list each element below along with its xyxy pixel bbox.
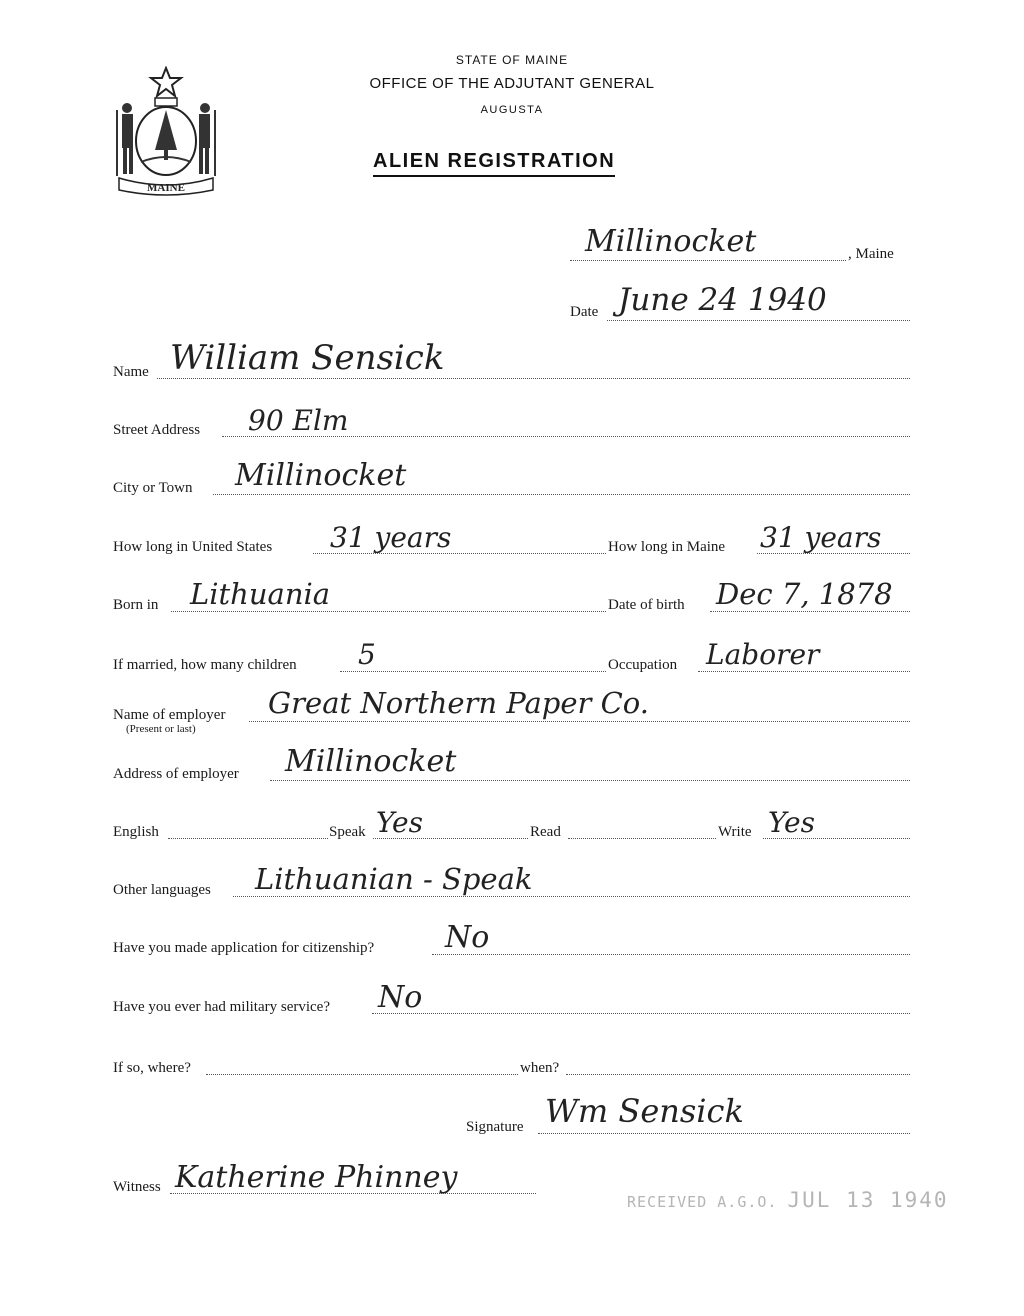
citizenship-label: Have you made application for citizenship? — [113, 940, 375, 956]
write-label: Write — [718, 824, 752, 840]
name-label: Name — [113, 364, 149, 380]
town-value[interactable]: Millinocket — [585, 224, 757, 259]
occupation-value[interactable]: Laborer — [706, 638, 820, 671]
english-line — [168, 838, 328, 839]
other-languages-line — [233, 896, 910, 897]
dob-line — [710, 611, 910, 612]
occupation-line — [698, 671, 910, 672]
employer-line — [249, 721, 910, 722]
employer-label: Name of employer — [113, 707, 226, 723]
speak-value[interactable]: Yes — [376, 806, 423, 839]
town-line — [570, 260, 846, 261]
date-line — [607, 320, 910, 321]
speak-label: Speak — [329, 824, 366, 840]
born-in-value[interactable]: Lithuania — [190, 577, 331, 611]
us-years-label: How long in United States — [113, 539, 273, 555]
military-value[interactable]: No — [378, 980, 423, 1015]
citizenship-value[interactable]: No — [445, 920, 490, 955]
where-label: If so, where? — [113, 1060, 191, 1076]
signature-value[interactable]: Wm Sensick — [545, 1092, 744, 1130]
born-in-line — [171, 611, 606, 612]
received-stamp-date: JUL 13 1940 — [787, 1188, 949, 1212]
date-value[interactable]: June 24 1940 — [618, 282, 827, 318]
children-line — [340, 671, 606, 672]
city-label: City or Town — [113, 480, 193, 496]
maine-years-label: How long in Maine — [608, 539, 726, 555]
office-heading: OFFICE OF THE ADJUTANT GENERAL — [369, 75, 655, 92]
read-label: Read — [530, 824, 561, 840]
other-languages-value[interactable]: Lithuanian - Speak — [255, 862, 533, 896]
dob-label: Date of birth — [608, 597, 685, 613]
witness-value[interactable]: Katherine Phinney — [175, 1160, 458, 1195]
employer-address-value[interactable]: Millinocket — [285, 744, 457, 779]
employer-note: (Present or last) — [126, 723, 196, 735]
name-value[interactable]: William Sensick — [170, 338, 445, 378]
read-line — [568, 838, 716, 839]
signature-label: Signature — [466, 1119, 524, 1135]
city-heading: AUGUSTA — [480, 104, 544, 116]
city-value[interactable]: Millinocket — [235, 458, 407, 493]
children-label: If married, how many children — [113, 657, 297, 673]
signature-line — [538, 1133, 910, 1134]
children-value[interactable]: 5 — [358, 638, 376, 671]
employer-address-line — [270, 780, 910, 781]
street-value[interactable]: 90 Elm — [248, 404, 349, 437]
military-label: Have you ever had military service? — [113, 999, 330, 1015]
us-years-value[interactable]: 31 years — [330, 521, 452, 554]
write-value[interactable]: Yes — [768, 806, 815, 839]
where-line — [206, 1074, 518, 1075]
when-line — [566, 1074, 910, 1075]
witness-label: Witness — [113, 1179, 161, 1195]
employer-address-label: Address of employer — [113, 766, 239, 782]
citizenship-line — [432, 954, 910, 955]
dob-value[interactable]: Dec 7, 1878 — [716, 577, 893, 611]
employer-value[interactable]: Great Northern Paper Co. — [268, 686, 649, 720]
military-line — [372, 1013, 910, 1014]
city-line — [213, 494, 910, 495]
date-label: Date — [570, 304, 599, 320]
form-title: ALIEN REGISTRATION — [373, 150, 615, 177]
received-stamp-text: RECEIVED A.G.O. — [627, 1193, 778, 1211]
maine-years-value[interactable]: 31 years — [760, 521, 882, 554]
when-label: when? — [520, 1060, 560, 1076]
state-heading: STATE OF MAINE — [455, 53, 569, 67]
english-label: English — [113, 824, 159, 840]
occupation-label: Occupation — [608, 657, 678, 673]
maine-label: , Maine — [848, 246, 894, 262]
other-languages-label: Other languages — [113, 882, 211, 898]
born-in-label: Born in — [113, 597, 159, 613]
received-stamp — [627, 1188, 949, 1212]
seal-text: MAINE — [147, 182, 185, 194]
name-line — [157, 378, 910, 379]
street-label: Street Address — [113, 422, 201, 438]
